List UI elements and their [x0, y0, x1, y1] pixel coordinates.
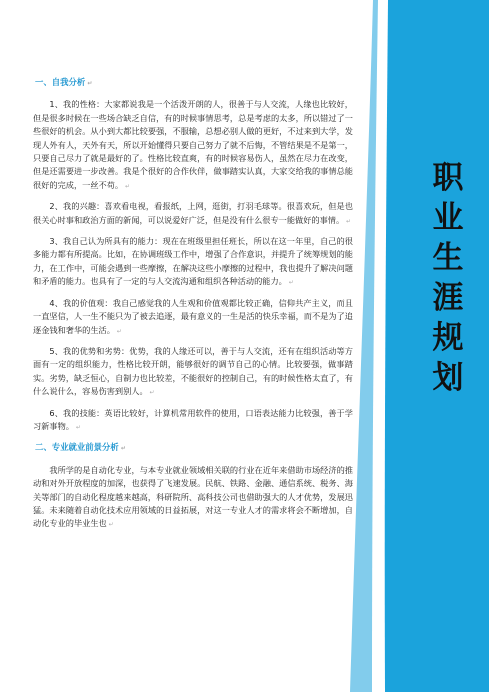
- paragraph-mark-icon: ↵: [147, 389, 155, 397]
- vertical-title-char: 生: [432, 240, 464, 276]
- paragraph-text: 6、我的技能：英语比较好，计算机常用软件的使用，口语表达能力比较强，善于学习新事物。: [33, 407, 353, 431]
- paragraph-text: 我所学的是自动化专业，与本专业就业领域相关联的行业在近年来借助市场经济的推动和对外开放程度的加深，也获得了飞速发展。民航、铁路、金融、通信系统、税务、海关等部门的自动化程度越来越高，科研院所、高科技公司也借助强大的人才优势，发展迅猛。未来随着自动化技术应用领域的日益拓展，对这一专业人才的需求将会不断增加，自动化专业的毕业生也: [33, 464, 353, 529]
- section-heading-text: 二、专业就业前景分析: [35, 442, 119, 453]
- vertical-title: [431, 158, 465, 398]
- paragraph-mark-icon: ↵: [114, 327, 122, 335]
- body-paragraph: [33, 200, 353, 228]
- paragraph-text: 4、我的价值观：我自己感觉我的人生观和价值观都比较正确，信仰共产主义，而且一直坚信，人一生不能只为了被去追逐，最有意义的一生是活的快乐幸福，而不是为了追逐金钱和奢华的生活。: [33, 297, 353, 335]
- paragraph-mark-icon: ↵: [106, 521, 114, 529]
- paragraph-mark-icon: ↵: [85, 80, 93, 87]
- vertical-title-char: 划: [432, 360, 464, 396]
- document-body: [33, 76, 353, 539]
- body-paragraph: [33, 235, 353, 290]
- vertical-title-char: 涯: [432, 280, 464, 316]
- body-paragraph: [33, 345, 353, 400]
- body-paragraph: [33, 98, 353, 193]
- body-paragraph: [33, 464, 353, 532]
- section-heading-text: 一、自我分析: [35, 77, 86, 87]
- paragraph-text: 2、我的兴趣：喜欢看电视，看报纸，上网，逛街，打羽毛球等。很喜欢玩，但是也很关心时事和政治方面的新闻，可以说爱好广泛，但是没有什么很专一能做好的事情。: [33, 201, 353, 225]
- paragraph-text: 5、我的优势和劣势：优势，我的人缘还可以，善于与人交流，还有在组织活动等方面有一定的组织能力，性格比较开朗，能够很好的调节自己的心情。比较要强，做事踏实。劣势，缺乏恒心，自制力也比较差，不能很好的控制自己，有的时候性格太直了，有什么说什么，容易伤害到别人。: [33, 345, 353, 397]
- paragraph-mark-icon: ↵: [118, 445, 126, 453]
- vertical-title-char: 业: [432, 200, 464, 236]
- paragraph-mark-icon: ↵: [73, 423, 81, 431]
- paragraph-mark-icon: ↵: [123, 182, 131, 190]
- paragraph-text: 1、我的性格：大家都说我是一个活泼开朗的人，很善于与人交流，人缘也比较好，但是很多时候在一些场合缺乏自信，有的时候事情思考，总是考虑的太多，所以错过了一些很好的机会。从小到大都比较要强，不服输，总想必别人做的更好，不过来到大学，发现人外有人，天外有天，所以开始懂得只要自己努力了就不后悔，不管结果是不是第一，只要自己尽力了就是最好的了。性格比较直爽，有的时候容易伤人，虽然在尽力在改变，但是还需要进一步改善。我是个很好的合作伙伴，做事踏实认真，大家交给我的事情总能很好的完成，一丝不苟。: [33, 99, 353, 190]
- paragraph-mark-icon: ↵: [344, 217, 352, 225]
- section-heading: [35, 441, 353, 455]
- paragraph-mark-icon: ↵: [286, 279, 294, 287]
- vertical-title-char: 职: [432, 160, 464, 196]
- section-heading: [35, 76, 353, 90]
- paragraph-text: 3、我自己认为所具有的能力：现在在班级里担任班长，所以在这一年里，自己的很多能力都有所提高。比如，在协调班级工作中，增强了合作意识，并提升了统筹规划的能力，在工作中，可能会遇到一些摩擦，在解决这些小摩擦的过程中，我也提升了解决问题和矛盾的能力。也具有了一定的与人交流沟通和组织各种活动的能力。: [33, 236, 353, 287]
- body-paragraph: [33, 297, 353, 338]
- body-paragraph: [33, 407, 353, 435]
- vertical-title-char: 规: [432, 320, 464, 356]
